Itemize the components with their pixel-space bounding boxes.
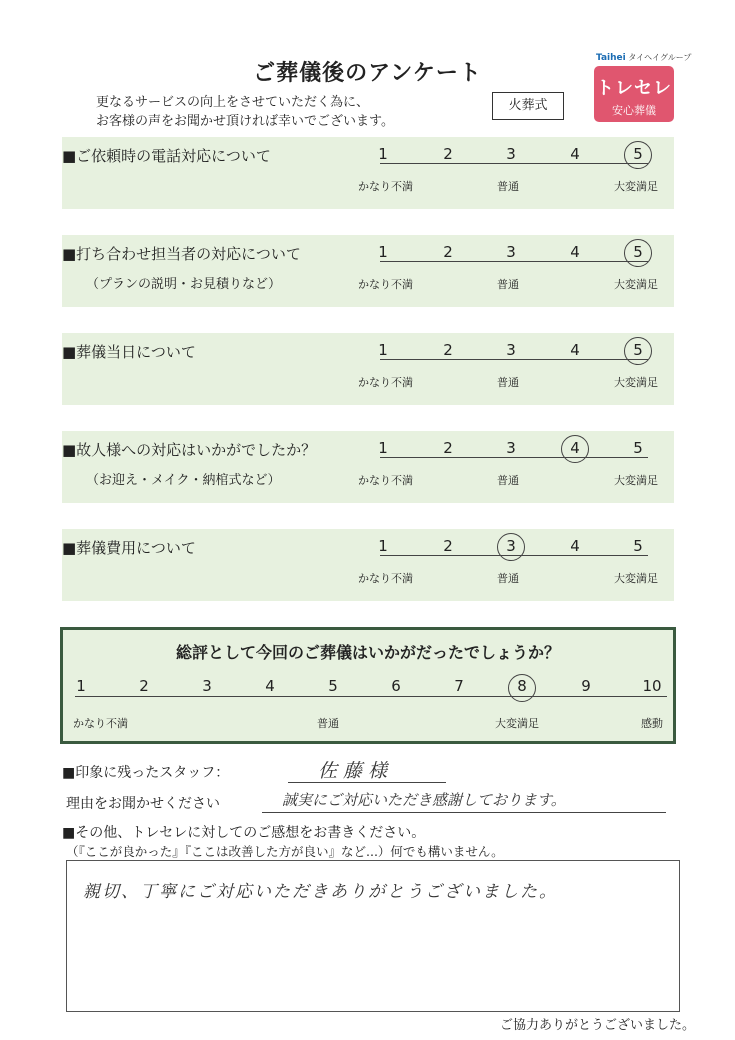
scale-anchor-label: 大変満足 (614, 474, 658, 487)
rating-option-1[interactable]: 1 (378, 439, 388, 457)
question-label: ■葬儀当日について (62, 343, 196, 361)
overall-option-10[interactable]: 10 (642, 677, 662, 695)
question-sub: （プランの説明・お見積りなど） (86, 277, 282, 292)
question-label: ■葬儀費用について (62, 539, 196, 557)
rating-option-5[interactable]: 5 (633, 341, 643, 359)
overall-title: 総評として今回のご葬儀はいかがだったでしょうか？ (175, 643, 560, 662)
group-brand (596, 52, 691, 63)
reason-label: 理由をお聞かせください (66, 796, 220, 812)
rating-scale-line (380, 457, 648, 458)
selected-rating-circle (624, 239, 652, 267)
scale-anchor-label: 大変満足 (614, 278, 658, 291)
scale-anchor-label: 普通 (497, 376, 519, 389)
rating-option-1[interactable]: 1 (378, 341, 388, 359)
scale-anchor-label: かなり不満 (358, 572, 413, 585)
page-title: ご葬儀後のアンケート (253, 61, 482, 86)
group-label: タイヘイグループ (628, 53, 692, 62)
overall-rating-box (60, 627, 676, 744)
brand-logo-sub: 安心葬儀 (612, 104, 656, 117)
overall-option-9[interactable]: 9 (581, 677, 591, 695)
rating-option-1[interactable]: 1 (378, 145, 388, 163)
selected-rating-circle (497, 533, 525, 561)
overall-anchor-label: 大変満足 (495, 717, 539, 730)
rating-option-5[interactable]: 5 (633, 145, 643, 163)
overall-option-5[interactable]: 5 (328, 677, 338, 695)
question-sub: （お迎え・メイク・納棺式など） (86, 473, 281, 488)
scale-anchor-label: 大変満足 (614, 376, 658, 389)
thank-you-footer: ご協力ありがとうございました。 (499, 1018, 695, 1033)
question-label: ■故人様への対応はいかがでしたか？ (62, 441, 317, 459)
comment-box (66, 860, 680, 1012)
overall-anchor-label: かなり不満 (73, 717, 128, 730)
rating-option-4[interactable]: 4 (570, 243, 580, 261)
overall-selected-circle (508, 674, 536, 702)
scale-anchor-label: 大変満足 (614, 180, 658, 193)
scale-anchor-label: 普通 (497, 180, 519, 193)
rating-option-4[interactable]: 4 (570, 537, 580, 555)
rating-option-1[interactable]: 1 (378, 243, 388, 261)
overall-option-4[interactable]: 4 (265, 677, 275, 695)
rating-option-4[interactable]: 4 (570, 439, 580, 457)
overall-option-2[interactable]: 2 (139, 677, 149, 695)
selected-rating-circle (624, 337, 652, 365)
rating-option-2[interactable]: 2 (443, 341, 453, 359)
scale-anchor-label: 普通 (497, 278, 519, 291)
rating-option-3[interactable]: 3 (506, 145, 516, 163)
rating-option-3[interactable]: 3 (506, 243, 516, 261)
other-hint: （『ここが良かった』『ここは改善した方が良い』など...）何でも構いません。 (66, 844, 504, 859)
rating-option-3[interactable]: 3 (506, 439, 516, 457)
scale-anchor-label: かなり不満 (358, 180, 413, 193)
rating-option-4[interactable]: 4 (570, 145, 580, 163)
scale-anchor-label: 大変満足 (614, 572, 658, 585)
brand-logo-name: トレセレ (596, 78, 672, 99)
overall-scale-line (75, 696, 667, 697)
reason-underline (262, 812, 666, 813)
staff-label: ■印象に残ったスタッフ： (62, 765, 230, 781)
comment-handwritten: 親切、丁寧にご対応いただきありがとうございました。 (83, 882, 558, 902)
rating-scale-line (380, 359, 648, 360)
rating-option-5[interactable]: 5 (633, 439, 643, 457)
overall-option-3[interactable]: 3 (202, 677, 212, 695)
rating-option-2[interactable]: 2 (443, 145, 453, 163)
rating-option-3[interactable]: 3 (506, 341, 516, 359)
staff-name-handwritten: 佐藤様 (318, 760, 394, 782)
overall-option-1[interactable]: 1 (76, 677, 86, 695)
intro-line-2: お客様の声をお聞かせ頂ければ幸いでございます。 (96, 114, 394, 129)
selected-rating-circle (624, 141, 652, 169)
overall-anchor-label: 普通 (317, 717, 339, 730)
reason-handwritten: 誠実にご対応いただき感謝しております。 (282, 791, 566, 809)
ceremony-type-box: 火葬式 (492, 92, 564, 120)
scale-anchor-label: 普通 (497, 572, 519, 585)
scale-anchor-label: かなり不満 (358, 278, 413, 291)
question-label: ■ご依頼時の電話対応について (62, 147, 271, 165)
scale-anchor-label: 普通 (497, 474, 519, 487)
rating-scale-line (380, 163, 648, 164)
intro-line-1: 更なるサービスの向上をさせていただく為に、 (96, 95, 370, 110)
overall-option-6[interactable]: 6 (391, 677, 401, 695)
selected-rating-circle (561, 435, 589, 463)
rating-option-1[interactable]: 1 (378, 537, 388, 555)
staff-underline (288, 782, 446, 783)
question-label: ■打ち合わせ担当者の対応について (62, 245, 301, 263)
rating-scale-line (380, 261, 648, 262)
rating-option-4[interactable]: 4 (570, 341, 580, 359)
scale-anchor-label: かなり不満 (358, 474, 413, 487)
rating-option-2[interactable]: 2 (443, 537, 453, 555)
rating-option-2[interactable]: 2 (443, 243, 453, 261)
overall-option-7[interactable]: 7 (454, 677, 464, 695)
rating-option-5[interactable]: 5 (633, 537, 643, 555)
taihei-mark: Taihei (596, 53, 626, 63)
overall-option-8[interactable]: 8 (517, 677, 527, 695)
rating-option-3[interactable]: 3 (506, 537, 516, 555)
overall-anchor-label: 感動 (641, 717, 663, 730)
rating-option-2[interactable]: 2 (443, 439, 453, 457)
rating-option-5[interactable]: 5 (633, 243, 643, 261)
other-label: ■その他、トレセレに対してのご感想をお書きください。 (62, 825, 426, 841)
scale-anchor-label: かなり不満 (358, 376, 413, 389)
intro-text (96, 93, 394, 131)
brand-logo (594, 66, 674, 122)
